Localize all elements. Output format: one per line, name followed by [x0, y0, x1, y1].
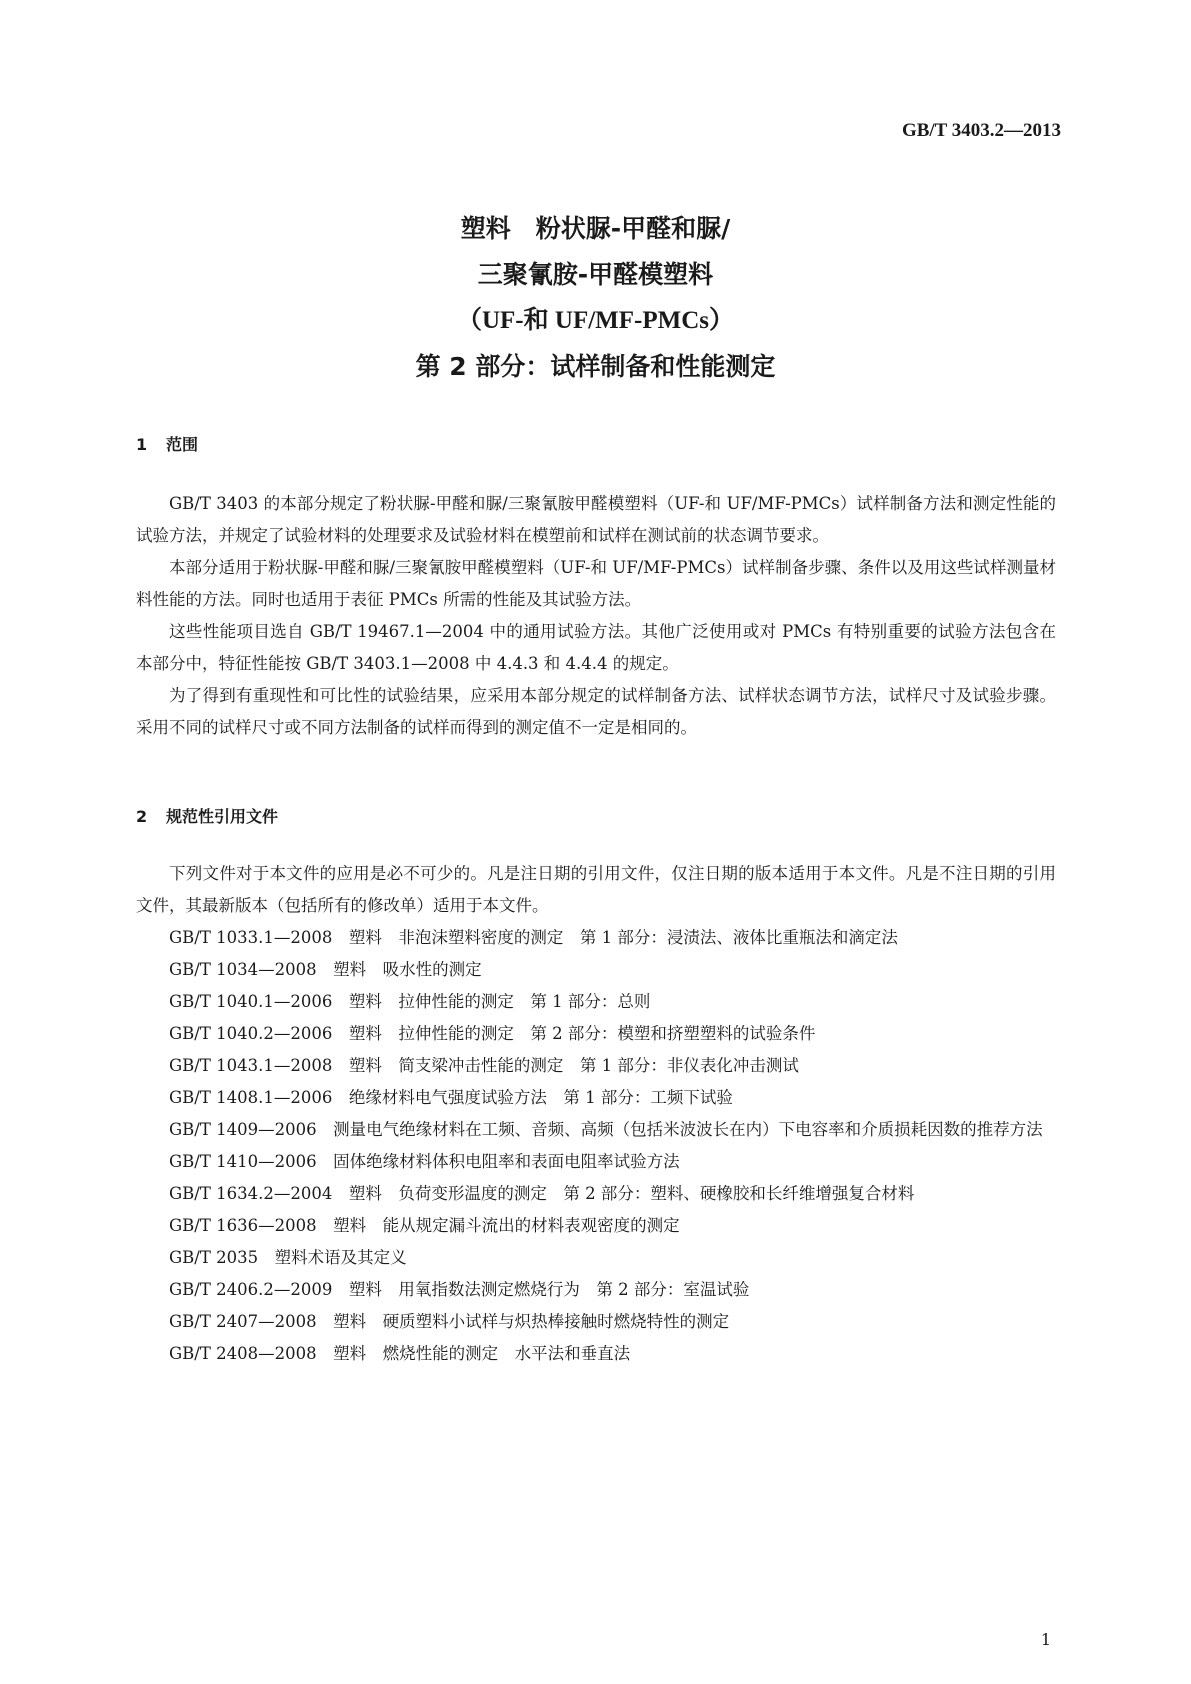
section-1-heading: [136, 432, 198, 455]
reference-item: GB/T 2408—2008 塑料 燃烧性能的测定 水平法和垂直法: [169, 1344, 631, 1363]
section-2-heading: [136, 804, 278, 827]
reference-item: GB/T 1034—2008 塑料 吸水性的测定: [169, 960, 482, 979]
reference-item: GB/T 1040.2—2006 塑料 拉伸性能的测定 第 2 部分：模塑和挤塑塑料的试验条件: [169, 1024, 816, 1043]
section-title: 范围: [166, 435, 199, 454]
reference-item: GB/T 1409—2006 测量电气绝缘材料在工频、音频、高频（包括米波波长在内）下电容率和介质损耗因数的推荐方法: [169, 1120, 1043, 1139]
title-line-2: 三聚氰胺-甲醛模塑料: [477, 260, 714, 289]
title-line-3: （UF-和 UF/MF-PMCs）: [456, 307, 734, 334]
section-2-body: [136, 858, 1056, 1370]
section-number: 1: [136, 435, 148, 454]
paragraph: 下列文件对于本文件的应用是必不可少的。凡是注日期的引用文件，仅注日期的版本适用于本文件。凡是不注日期的引用文件，其最新版本（包括所有的修改单）适用于本文件。: [136, 864, 1056, 915]
section-number: 2: [136, 807, 148, 826]
reference-item: GB/T 1634.2—2004 塑料 负荷变形温度的测定 第 2 部分：塑料、硬橡胶和长纤维增强复合材料: [169, 1184, 915, 1203]
reference-item: GB/T 1033.1—2008 塑料 非泡沫塑料密度的测定 第 1 部分：浸渍法、液体比重瓶法和滴定法: [169, 928, 898, 947]
reference-item: GB/T 1040.1—2006 塑料 拉伸性能的测定 第 1 部分：总则: [169, 992, 651, 1011]
paragraph: 本部分适用于粉状脲-甲醛和脲/三聚氰胺甲醛模塑料（UF-和 UF/MF-PMCs）试样制备步骤、条件以及用这些试样测量材料性能的方法。同时也适用于表征 PMCs 所需的性能及其试验方法。: [136, 558, 1056, 609]
reference-item: GB/T 1636—2008 塑料 能从规定漏斗流出的材料表观密度的测定: [169, 1216, 680, 1235]
title-line-4: 第 2 部分：试样制备和性能测定: [415, 352, 776, 381]
paragraph: 这些性能项目选自 GB/T 19467.1—2004 中的通用试验方法。其他广泛使用或对 PMCs 有特别重要的试验方法包含在本部分中，特征性能按 GB/T 3403.1—2008 中 4.4.3 和 4.4.4 的规定。: [136, 622, 1056, 673]
reference-item: GB/T 2035 塑料术语及其定义: [169, 1248, 407, 1267]
paragraph: GB/T 3403 的本部分规定了粉状脲-甲醛和脲/三聚氰胺甲醛模塑料（UF-和 UF/MF-PMCs）试样制备方法和测定性能的试验方法，并规定了试验材料的处理要求及试验材料在模塑前和试样在测试前的状态调节要求。: [136, 494, 1056, 545]
section-title: 规范性引用文件: [166, 807, 279, 826]
reference-item: GB/T 2407—2008 塑料 硬质塑料小试样与炽热棒接触时燃烧特性的测定: [169, 1312, 730, 1331]
section-1-body: [136, 488, 1056, 744]
paragraph: 为了得到有重现性和可比性的试验结果，应采用本部分规定的试样制备方法、试样状态调节方法，试样尺寸及试验步骤。采用不同的试样尺寸或不同方法制备的试样而得到的测定值不一定是相同的。: [136, 686, 1056, 737]
document-title: [0, 206, 1191, 390]
reference-item: GB/T 1410—2006 固体绝缘材料体积电阻率和表面电阻率试验方法: [169, 1152, 680, 1171]
reference-item: GB/T 1408.1—2006 绝缘材料电气强度试验方法 第 1 部分：工频下试验: [169, 1088, 733, 1107]
standard-number: GB/T 3403.2—2013: [901, 120, 1061, 141]
reference-item: GB/T 2406.2—2009 塑料 用氧指数法测定燃烧行为 第 2 部分：室温试验: [169, 1280, 750, 1299]
title-line-1: 塑料 粉状脲-甲醛和脲/: [460, 214, 731, 243]
page-number: 1: [1040, 1630, 1051, 1649]
reference-item: GB/T 1043.1—2008 塑料 简支梁冲击性能的测定 第 1 部分：非仪表化冲击测试: [169, 1056, 799, 1075]
